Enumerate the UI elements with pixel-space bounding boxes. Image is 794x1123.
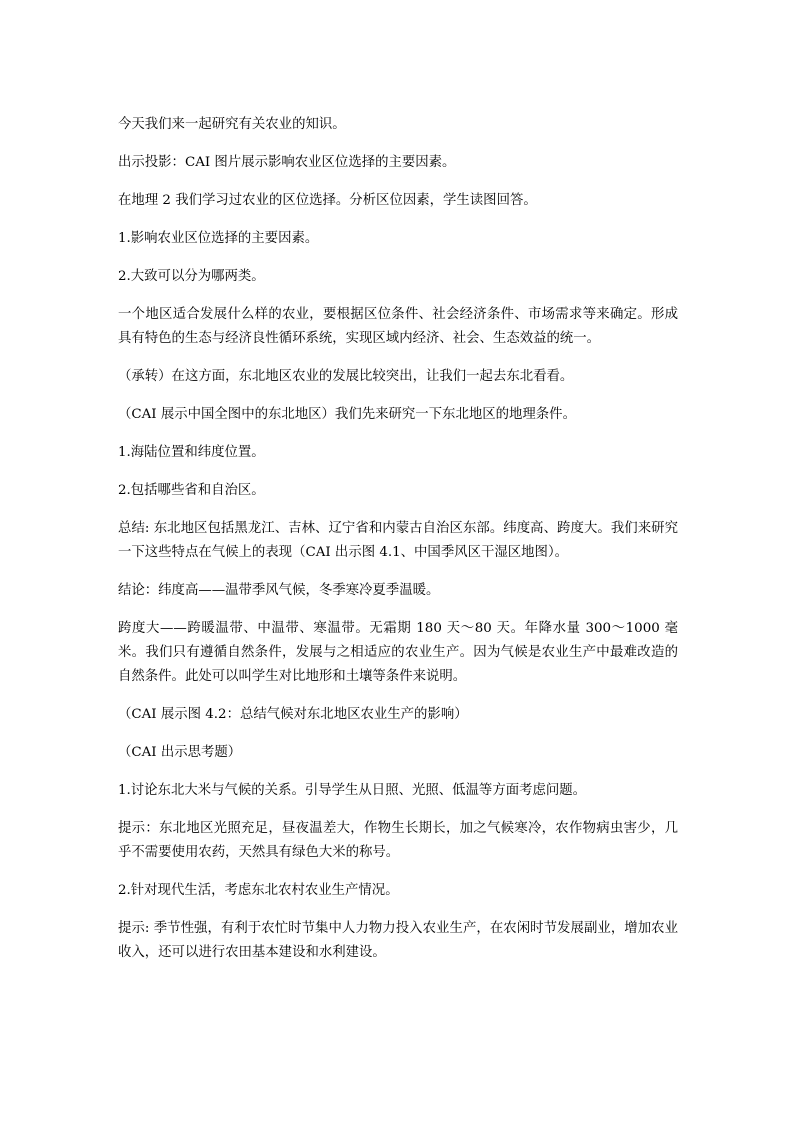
paragraph-span: 跨度大——跨暖温带、中温带、寒温带。无霜期 180 天～80 天。年降水量 300～1000 毫米。我们只有遵循自然条件，发展与之相适应的农业生产。因为气候是农业生产中最难改造的自然条件。此处可以叫学生对比地形和土壤等条件来说明。 bbox=[118, 621, 678, 684]
paragraph-cai-figure: （CAI 展示图 4.2：总结气候对东北地区农业生产的影响） bbox=[118, 707, 468, 722]
paragraph-cai-questions: （CAI 出示思考题） bbox=[118, 745, 242, 760]
paragraph-intro: 今天我们来一起研究有关农业的知识。 bbox=[118, 117, 346, 132]
paragraph-provinces: 2.包括哪些省和自治区。 bbox=[118, 483, 265, 498]
paragraph-discussion-1: 1.讨论东北大米与气候的关系。引导学生从日照、光照、低温等方面考虑问题。 bbox=[118, 783, 587, 798]
paragraph-summary: 总结: 东北地区包括黑龙江、吉林、辽宁省和内蒙古自治区东部。纬度高、跨度大。我们来研究一下这些特点在气候上的表现（CAI 出示图 4.1、中国季风区干湿区地图）。 bbox=[118, 521, 678, 560]
paragraph-cai-map: （CAI 展示中国全图中的东北地区）我们先来研究一下东北地区的地理条件。 bbox=[118, 407, 576, 422]
paragraph-projection: 出示投影：CAI 图片展示影响农业区位选择的主要因素。 bbox=[118, 155, 456, 170]
paragraph-question-1: 1.影响农业区位选择的主要因素。 bbox=[118, 231, 319, 246]
paragraph-conclusion: 结论：纬度高——温带季风气候，冬季寒冷夏季温暖。 bbox=[118, 583, 440, 598]
paragraph-transition: （承转）在这方面，东北地区农业的发展比较突出，让我们一起去东北看看。 bbox=[118, 369, 574, 384]
document-body bbox=[118, 113, 678, 979]
paragraph-hint-1: 提示：东北地区光照充足，昼夜温差大，作物生长期长，加之气候寒冷，农作物病虫害少，几乎不需要使用农药，天然具有绿色大米的称号。 bbox=[118, 821, 678, 860]
paragraph-discussion-2: 2.针对现代生活，考虑东北农村农业生产情况。 bbox=[118, 883, 399, 898]
paragraph-explanation: 一个地区适合发展什么样的农业，要根据区位条件、社会经济条件、市场需求等来确定。形成具有特色的生态与经济良性循环系统，实现区域内经济、社会、生态效益的统一。 bbox=[118, 307, 678, 346]
paragraph-review: 在地理 2 我们学习过农业的区位选择。分析区位因素，学生读图回答。 bbox=[118, 193, 537, 208]
paragraph-question-2: 2.大致可以分为哪两类。 bbox=[118, 269, 265, 284]
paragraph-hint-2: 提示: 季节性强，有利于农忙时节集中人力物力投入农业生产，在农闲时节发展副业，增加农业收入，还可以进行农田基本建设和水利建设。 bbox=[118, 921, 678, 960]
paragraph-location: 1.海陆位置和纬度位置。 bbox=[118, 445, 265, 460]
